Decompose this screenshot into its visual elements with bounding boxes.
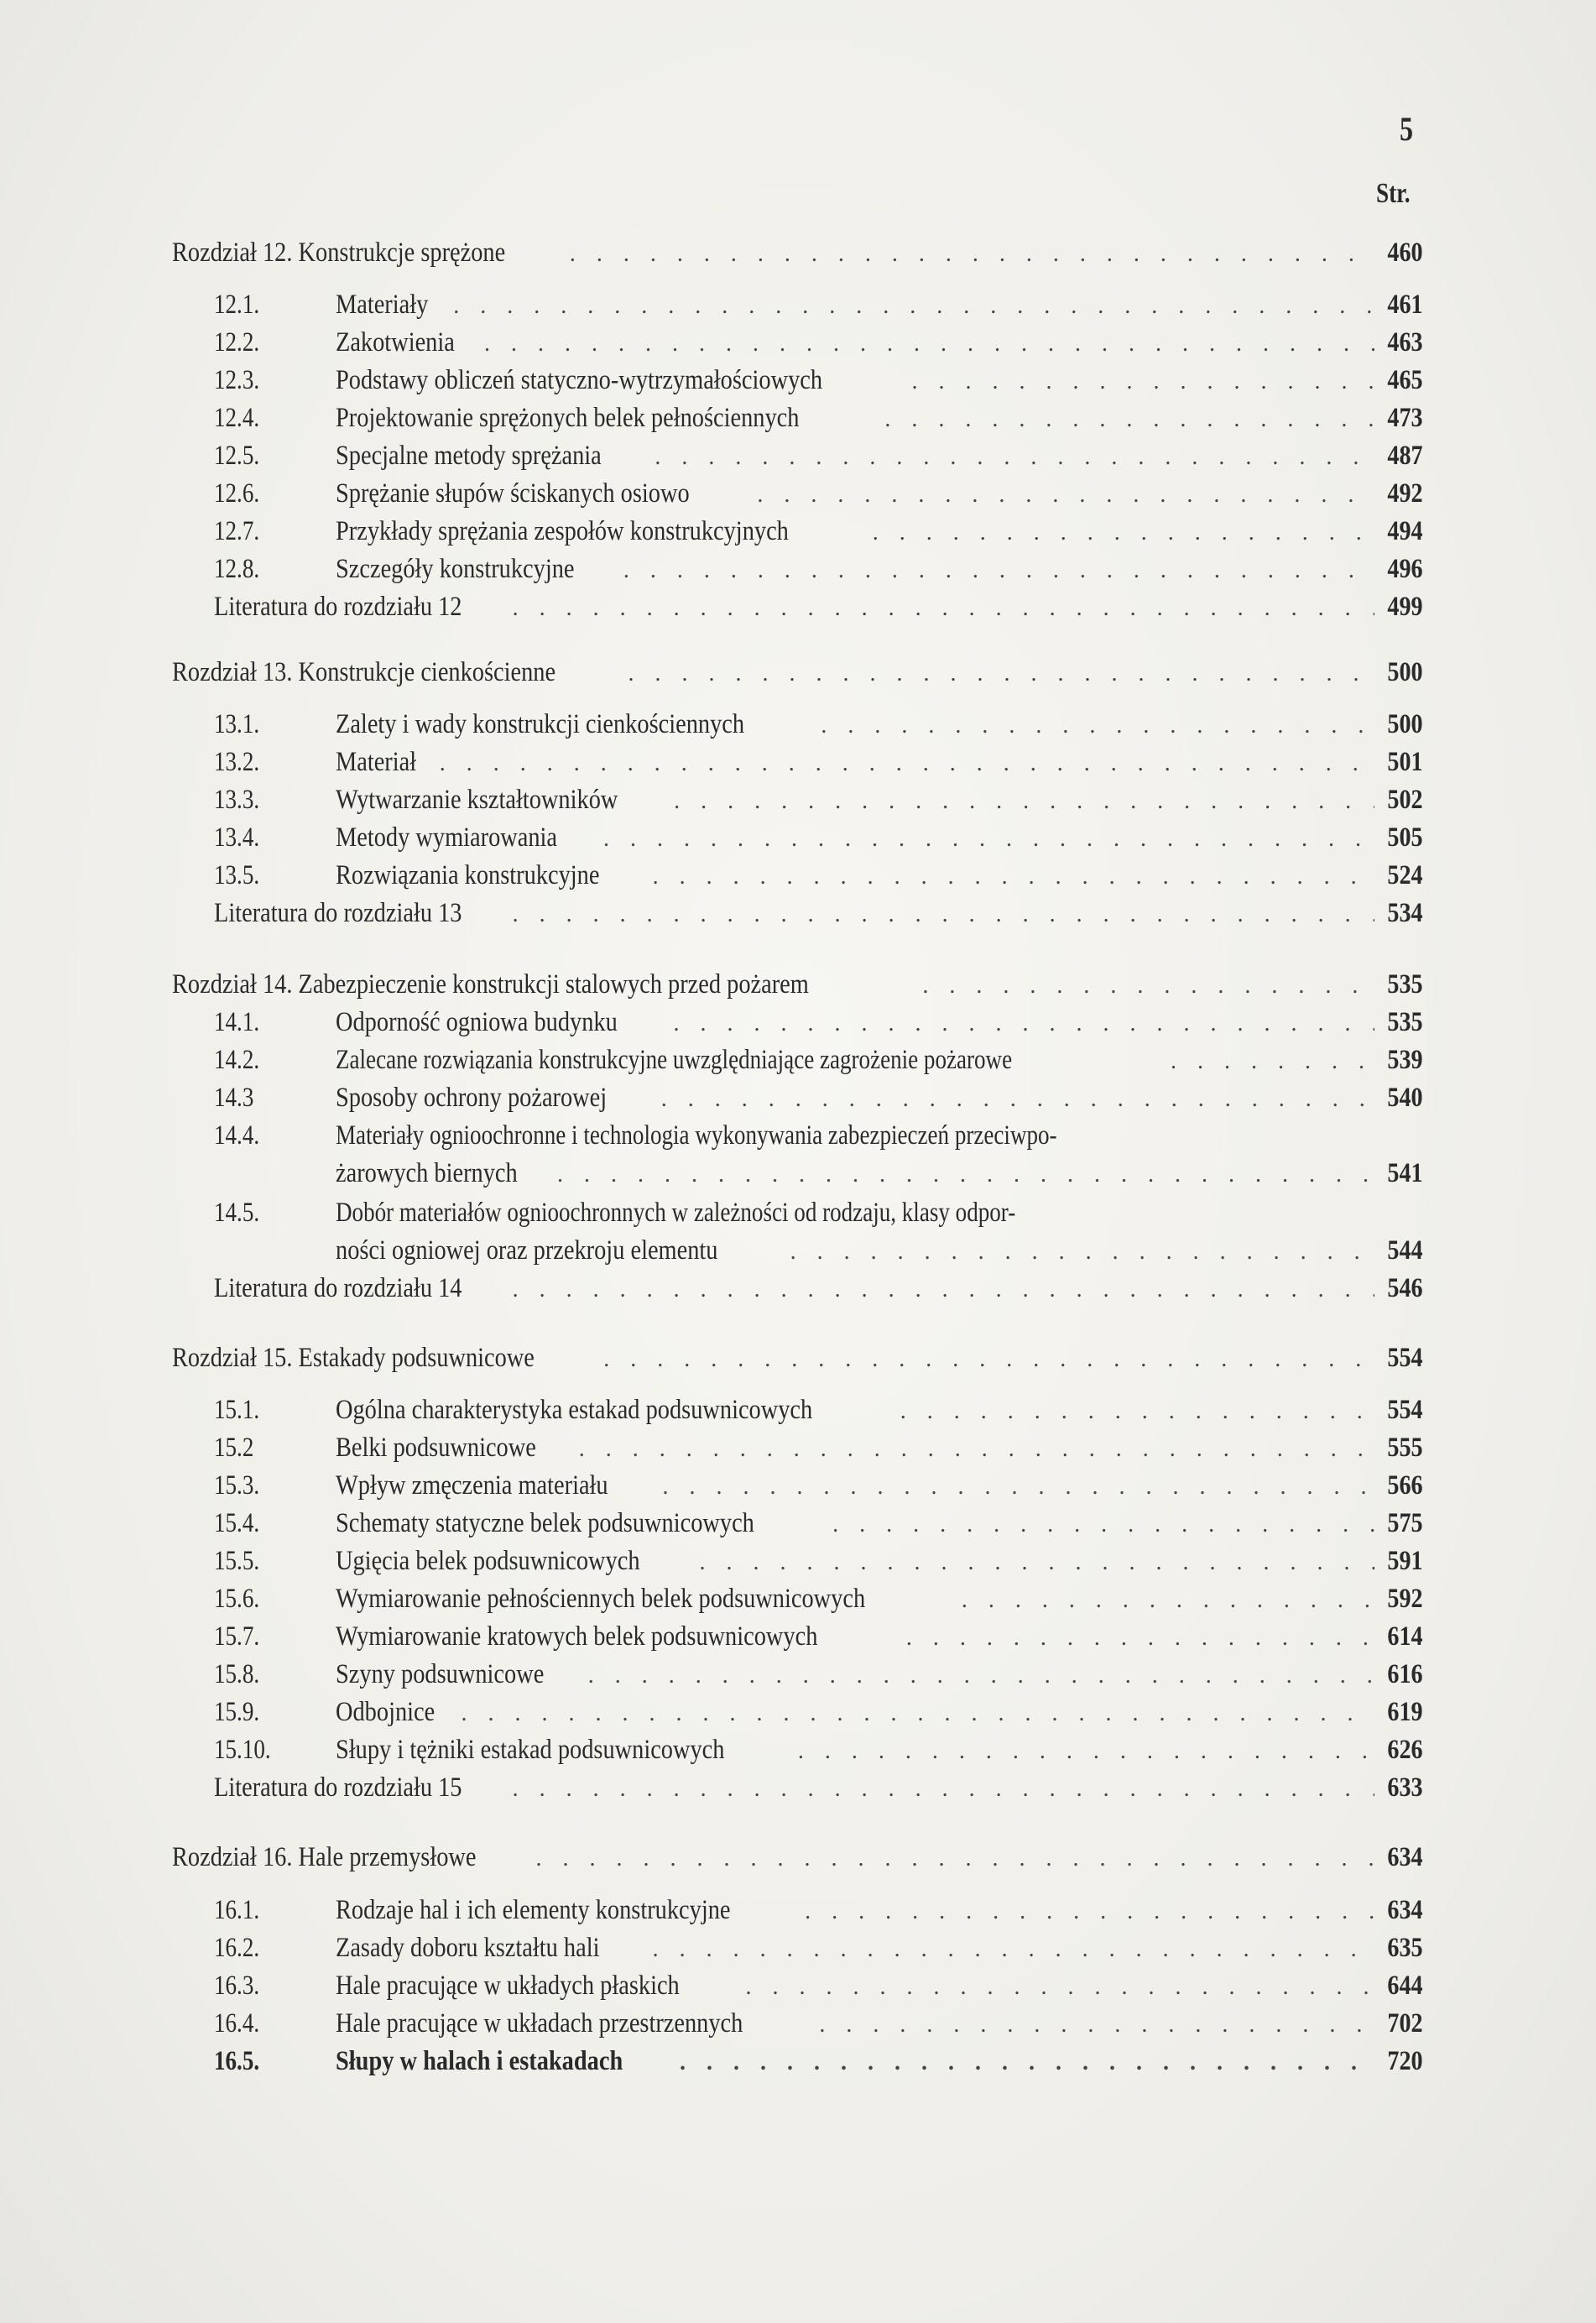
toc-entry[interactable] [0,1693,1596,1731]
page-ref: 616 [1386,1659,1422,1689]
page-ref: 535 [1386,969,1422,1000]
page-ref: 566 [1386,1470,1422,1501]
section-number: 12.6. [214,478,260,509]
section-number: 15.1. [214,1395,260,1425]
literature-title: Literatura do rozdziału 13 [214,898,462,928]
section-title: Schematy statyczne belek podsuwnicowych [336,1508,754,1538]
section-title: Wymiarowanie pełnościennych belek podsuwnicowych [336,1584,866,1614]
page-ref: 619 [1386,1697,1422,1727]
page-ref: 555 [1386,1433,1422,1463]
leader-dots [922,967,1374,1004]
chapter-heading: Rozdział 14. Zabezpieczenie konstrukcji stalowych przed pożarem [172,969,809,1000]
leader-dots [906,1619,1374,1656]
section-title: Sprężanie słupów ściskanych osiowo [336,478,690,509]
section-title: Słupy i tężniki estakad podsuwnicowych [336,1735,725,1765]
toc-entry[interactable] [0,1193,1596,1232]
section-number: 12.3. [214,365,260,395]
section-number: 15.9. [214,1697,260,1727]
toc-entry[interactable] [0,1003,1596,1041]
page-ref: 541 [1386,1158,1422,1188]
page-ref: 544 [1386,1235,1422,1266]
section-number: 14.1. [214,1007,260,1037]
toc-entry[interactable] [0,1617,1596,1656]
leader-dots [513,1770,1374,1807]
section-title: Wymiarowanie kratowych belek podsuwnicowych [336,1621,818,1652]
section-number: 14.3 [214,1083,254,1113]
leader-dots [653,1930,1374,1967]
page-ref: 492 [1386,478,1422,509]
toc-entry[interactable] [0,780,1596,819]
leader-dots [461,1694,1374,1731]
section-title: Wpływ zmęczenia materiału [336,1470,608,1501]
section-title: Podstawy obliczeń statyczno-wytrzymałościowych [336,365,823,395]
toc-entry[interactable] [0,705,1596,744]
leader-dots [884,400,1374,437]
leader-dots [570,235,1374,272]
page-ref: 499 [1386,592,1422,622]
toc-literature-14[interactable] [0,1269,1596,1308]
page-ref: 546 [1386,1273,1422,1303]
page-ref: 502 [1386,785,1422,815]
toc-entry[interactable] [0,1891,1596,1929]
toc-literature-15[interactable] [0,1768,1596,1807]
leader-dots [536,1840,1374,1877]
section-title: Materiały [336,290,429,320]
leader-dots [623,551,1374,588]
section-number: 14.2. [214,1045,260,1075]
toc-entry-continuation[interactable] [0,1231,1596,1270]
page-ref: 575 [1386,1508,1422,1538]
page-ref: 635 [1386,1933,1422,1963]
page-ref: 554 [1386,1343,1422,1373]
section-title: Projektowanie sprężonych belek pełnościennych [336,403,800,433]
section-title: Odporność ogniowa budynku [336,1007,618,1037]
leader-dots [453,287,1374,324]
toc-entry[interactable] [0,1579,1596,1618]
section-number: 15.8. [214,1659,260,1689]
toc-chapter-16[interactable] [0,1838,1596,1877]
page-ref: 524 [1386,860,1422,890]
toc-literature-13[interactable] [0,894,1596,932]
page-ref: 463 [1386,327,1422,358]
section-number: 16.2. [214,1933,260,1963]
toc-entry[interactable] [0,436,1596,475]
page-ref: 540 [1386,1083,1422,1113]
leader-dots [588,1657,1374,1694]
page-ref: 539 [1386,1045,1422,1075]
page-ref: 461 [1386,290,1422,320]
toc-entry[interactable] [0,1116,1596,1155]
leader-dots [674,782,1374,819]
page-ref: 535 [1386,1007,1422,1037]
page-ref: 473 [1386,403,1422,433]
page-ref: 500 [1386,657,1422,687]
section-title: Szyny podsuwnicowe [336,1659,545,1689]
toc-entry[interactable] [0,1504,1596,1543]
toc-literature-12[interactable] [0,587,1596,626]
section-number: 16.3. [214,1971,260,2001]
toc-entry[interactable] [0,1041,1596,1079]
page-ref: 500 [1386,709,1422,739]
page-ref: 634 [1386,1842,1422,1872]
leader-dots [655,438,1374,475]
leader-dots [798,1732,1374,1769]
toc-entry[interactable] [0,1929,1596,1967]
section-title: Zalecane rozwiązania konstrukcyjne uwzględniające zagrożenie pożarowe [336,1045,1013,1075]
toc-chapter-12[interactable] [0,233,1596,272]
toc-entry[interactable] [0,1542,1596,1580]
section-number: 13.5. [214,860,260,890]
section-title-continuation: żarowych biernych [336,1158,518,1188]
section-number: 13.3. [214,785,260,815]
leader-dots [912,363,1375,399]
page-ref: 460 [1386,238,1422,268]
section-title: Materiały ognioochronne i technologia wykonywania zabezpieczeń przeciwpo- [336,1120,1057,1151]
toc-entry-continuation[interactable] [0,1154,1596,1193]
toc-entry[interactable] [0,1391,1596,1429]
leader-dots [513,589,1374,626]
section-number: 15.3. [214,1470,260,1501]
leader-dots [579,1430,1374,1467]
leader-dots [745,1968,1374,2005]
leader-dots [900,1392,1374,1429]
toc-entry[interactable] [0,1428,1596,1467]
leader-dots [513,1271,1374,1308]
page-ref: 501 [1386,747,1422,777]
section-title: Ugięcia belek podsuwnicowych [336,1546,640,1576]
toc-entry[interactable] [0,1731,1596,1769]
section-number: 12.1. [214,290,260,320]
literature-title: Literatura do rozdziału 12 [214,592,462,622]
toc-entry[interactable] [0,1466,1596,1505]
section-title: Przykłady sprężania zespołów konstrukcyjnych [336,516,789,546]
section-title: Zakotwienia [336,327,455,358]
leader-dots [962,1581,1374,1618]
leader-dots [603,820,1374,857]
section-number: 16.5. [214,2046,260,2076]
leader-dots [673,1005,1374,1041]
leader-dots [603,1340,1374,1377]
leader-dots [832,1506,1374,1543]
toc-entry[interactable] [0,474,1596,513]
leader-dots [805,1892,1374,1929]
section-number: 15.10. [214,1735,271,1765]
section-number: 16.4. [214,2008,260,2038]
toc-entry[interactable] [0,1078,1596,1117]
toc-entry[interactable] [0,512,1596,551]
page-ref: 496 [1386,554,1422,584]
section-number: 15.7. [214,1621,260,1652]
page-ref: 702 [1386,2008,1422,2038]
section-title: Belki podsuwnicowe [336,1433,536,1463]
leader-dots [821,707,1374,744]
section-number: 13.2. [214,747,260,777]
section-title: Dobór materiałów ognioochronnych w zależności od rodzaju, klasy odpor- [336,1198,1016,1228]
section-number: 16.1. [214,1895,260,1925]
toc-entry[interactable] [0,856,1596,895]
section-number: 12.7. [214,516,260,546]
section-title: Materiał [336,747,417,777]
toc-entry[interactable] [0,323,1596,362]
section-title: Hale pracujące w układych płaskich [336,1971,680,2001]
leader-dots [628,655,1375,692]
toc-entry[interactable] [0,550,1596,588]
section-number: 15.4. [214,1508,260,1538]
leader-dots [700,1543,1374,1580]
leader-dots [790,1233,1374,1270]
leader-dots [819,2006,1374,2043]
literature-title: Literatura do rozdziału 15 [214,1772,462,1803]
section-title: Szczegóły konstrukcyjne [336,554,575,584]
page-ref: 591 [1386,1546,1422,1576]
toc-entry[interactable] [0,1655,1596,1694]
toc-entry[interactable] [0,2004,1596,2043]
leader-dots [757,476,1374,513]
chapter-heading: Rozdział 16. Hale przemysłowe [172,1842,477,1872]
section-title: Rozwiązania konstrukcyjne [336,860,600,890]
page-ref: 644 [1386,1971,1422,2001]
leader-dots [680,2044,1374,2080]
page-ref: 534 [1386,898,1422,928]
toc-entry[interactable] [0,818,1596,857]
section-title: Metody wymiarowania [336,822,558,853]
page-ref: 487 [1386,441,1422,471]
section-number: 13.1. [214,709,260,739]
chapter-heading: Rozdział 12. Konstrukcje sprężone [172,238,506,268]
section-number: 12.8. [214,554,260,584]
section-number: 12.5. [214,441,260,471]
page-ref: 592 [1386,1584,1422,1614]
toc-chapter-15[interactable] [0,1339,1596,1377]
page-column-header: Str. [1376,178,1411,209]
section-title: Zalety i wady konstrukcji cienkościennych [336,709,745,739]
leader-dots [1171,1042,1374,1079]
section-title: Specjalne metody sprężania [336,441,602,471]
section-title: Zasady doboru kształtu hali [336,1933,600,1963]
page-ref: 634 [1386,1895,1422,1925]
toc-entry[interactable] [0,1966,1596,2005]
section-title: Hale pracujące w układach przestrzennych [336,2008,743,2038]
section-number: 15.6. [214,1584,260,1614]
leader-dots [662,1468,1374,1505]
section-number: 12.4. [214,403,260,433]
page-number: 5 [1400,110,1413,148]
page-ref: 626 [1386,1735,1422,1765]
page-ref: 614 [1386,1621,1422,1652]
toc-chapter-13[interactable] [0,653,1596,692]
page-ref: 465 [1386,365,1422,395]
section-title: Wytwarzanie kształtowników [336,785,618,815]
page-ref: 720 [1386,2046,1422,2076]
section-number: 14.4. [214,1120,260,1151]
leader-dots [440,744,1374,781]
section-number: 12.2. [214,327,260,358]
section-title-continuation: ności ogniowej oraz przekroju elementu [336,1235,718,1266]
toc-entry[interactable] [0,399,1596,437]
toc-entry[interactable] [0,285,1596,324]
page-ref: 494 [1386,516,1422,546]
toc-entry[interactable] [0,743,1596,781]
leader-dots [557,1156,1374,1193]
toc-chapter-14[interactable] [0,965,1596,1004]
literature-title: Literatura do rozdziału 14 [214,1273,462,1303]
section-title: Ogólna charakterystyka estakad podsuwnicowych [336,1395,813,1425]
leader-dots [484,325,1374,362]
leader-dots [653,858,1374,895]
page-ref: 554 [1386,1395,1422,1425]
toc-entry[interactable] [0,2042,1596,2080]
section-title: Rodzaje hal i ich elementy konstrukcyjne [336,1895,731,1925]
chapter-heading: Rozdział 13. Konstrukcje cienkościenne [172,657,556,687]
chapter-heading: Rozdział 15. Estakady podsuwnicowe [172,1343,535,1373]
page-ref: 633 [1386,1772,1422,1803]
page-ref: 505 [1386,822,1422,853]
section-number: 13.4. [214,822,260,853]
section-number: 15.5. [214,1546,260,1576]
leader-dots [873,514,1374,551]
section-number: 15.2 [214,1433,254,1463]
section-number: 14.5. [214,1198,260,1228]
leader-dots [661,1080,1374,1117]
section-title: Słupy w halach i estakadach [336,2046,623,2076]
toc-entry[interactable] [0,361,1596,399]
section-title: Odbojnice [336,1697,436,1727]
leader-dots [513,895,1374,932]
section-title: Sposoby ochrony pożarowej [336,1083,608,1113]
